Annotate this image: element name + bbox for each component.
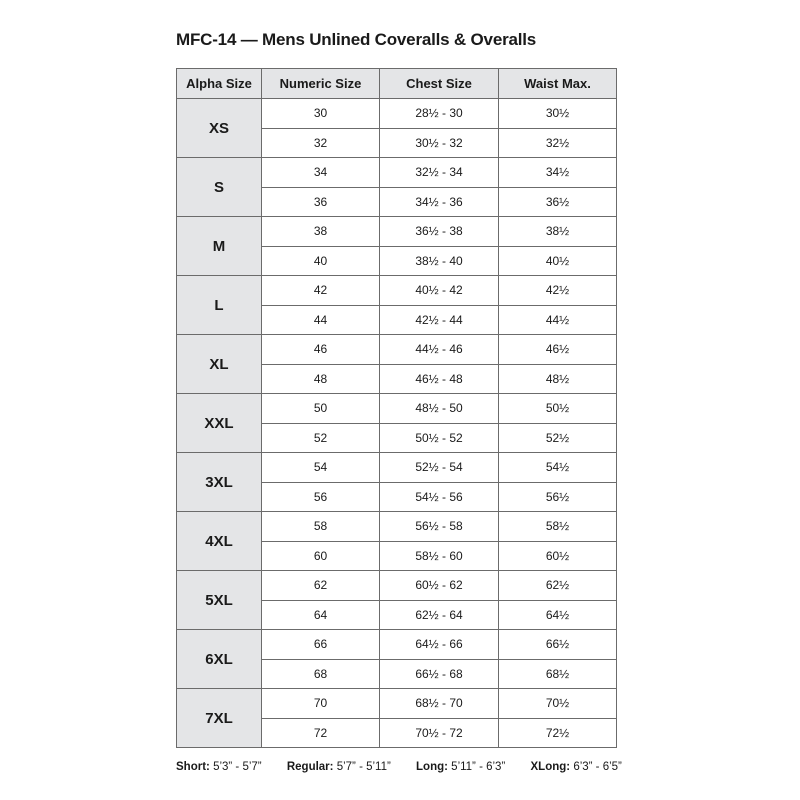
waist-max-cell: 58½: [499, 512, 617, 542]
waist-max-cell: 36½: [499, 187, 617, 217]
chest-size-cell: 36½ - 38: [380, 217, 499, 247]
waist-max-cell: 52½: [499, 423, 617, 453]
numeric-size-cell: 42: [262, 276, 380, 306]
table-row: [177, 512, 617, 542]
chest-size-cell: 30½ - 32: [380, 128, 499, 158]
alpha-size-cell: 7XL: [177, 689, 262, 748]
legend-long: Long: 5’11” - 6’3”: [416, 761, 506, 773]
chest-size-cell: 34½ - 36: [380, 187, 499, 217]
legend-xlong: XLong: 6’3” - 6’5”: [530, 761, 622, 773]
alpha-size-cell: 6XL: [177, 630, 262, 689]
table-row: [177, 158, 617, 188]
waist-max-cell: 68½: [499, 659, 617, 689]
waist-max-cell: 50½: [499, 394, 617, 424]
header-waist-max: Waist Max.: [499, 69, 617, 99]
numeric-size-cell: 64: [262, 600, 380, 630]
chest-size-cell: 70½ - 72: [380, 718, 499, 748]
size-chart-table: [176, 68, 617, 748]
numeric-size-cell: 50: [262, 394, 380, 424]
chest-size-cell: 52½ - 54: [380, 453, 499, 483]
alpha-size-cell: 5XL: [177, 571, 262, 630]
waist-max-cell: 60½: [499, 541, 617, 571]
table-body: [177, 99, 617, 748]
waist-max-cell: 48½: [499, 364, 617, 394]
numeric-size-cell: 38: [262, 217, 380, 247]
waist-max-cell: 32½: [499, 128, 617, 158]
numeric-size-cell: 60: [262, 541, 380, 571]
numeric-size-cell: 68: [262, 659, 380, 689]
chest-size-cell: 40½ - 42: [380, 276, 499, 306]
numeric-size-cell: 62: [262, 571, 380, 601]
header-alpha-size: Alpha Size: [177, 69, 262, 99]
numeric-size-cell: 54: [262, 453, 380, 483]
waist-max-cell: 62½: [499, 571, 617, 601]
chest-size-cell: 28½ - 30: [380, 99, 499, 129]
chest-size-cell: 42½ - 44: [380, 305, 499, 335]
table-row: [177, 217, 617, 247]
length-legend: [176, 761, 644, 773]
waist-max-cell: 70½: [499, 689, 617, 719]
numeric-size-cell: 44: [262, 305, 380, 335]
alpha-size-cell: XXL: [177, 394, 262, 453]
alpha-size-cell: XS: [177, 99, 262, 158]
legend-regular: Regular: 5’7” - 5’11”: [286, 761, 391, 773]
chest-size-cell: 56½ - 58: [380, 512, 499, 542]
chest-size-cell: 62½ - 64: [380, 600, 499, 630]
table-row: [177, 453, 617, 483]
waist-max-cell: 46½: [499, 335, 617, 365]
numeric-size-cell: 40: [262, 246, 380, 276]
alpha-size-cell: 4XL: [177, 512, 262, 571]
waist-max-cell: 40½: [499, 246, 617, 276]
waist-max-cell: 64½: [499, 600, 617, 630]
table-row: [177, 394, 617, 424]
numeric-size-cell: 66: [262, 630, 380, 660]
numeric-size-cell: 48: [262, 364, 380, 394]
header-chest-size: Chest Size: [380, 69, 499, 99]
waist-max-cell: 66½: [499, 630, 617, 660]
numeric-size-cell: 30: [262, 99, 380, 129]
waist-max-cell: 42½: [499, 276, 617, 306]
waist-max-cell: 34½: [499, 158, 617, 188]
waist-max-cell: 72½: [499, 718, 617, 748]
alpha-size-cell: M: [177, 217, 262, 276]
alpha-size-cell: XL: [177, 335, 262, 394]
numeric-size-cell: 58: [262, 512, 380, 542]
table-row: [177, 689, 617, 719]
table-row: [177, 99, 617, 129]
table-row: [177, 630, 617, 660]
numeric-size-cell: 56: [262, 482, 380, 512]
header-row: [177, 69, 617, 99]
header-numeric-size: Numeric Size: [262, 69, 380, 99]
chest-size-cell: 46½ - 48: [380, 364, 499, 394]
chest-size-cell: 50½ - 52: [380, 423, 499, 453]
numeric-size-cell: 32: [262, 128, 380, 158]
waist-max-cell: 56½: [499, 482, 617, 512]
chest-size-cell: 54½ - 56: [380, 482, 499, 512]
chest-size-cell: 66½ - 68: [380, 659, 499, 689]
waist-max-cell: 54½: [499, 453, 617, 483]
numeric-size-cell: 72: [262, 718, 380, 748]
chest-size-cell: 44½ - 46: [380, 335, 499, 365]
waist-max-cell: 38½: [499, 217, 617, 247]
legend-short: Short: 5’3” - 5’7”: [176, 761, 262, 773]
numeric-size-cell: 34: [262, 158, 380, 188]
numeric-size-cell: 70: [262, 689, 380, 719]
chest-size-cell: 60½ - 62: [380, 571, 499, 601]
numeric-size-cell: 52: [262, 423, 380, 453]
alpha-size-cell: S: [177, 158, 262, 217]
numeric-size-cell: 46: [262, 335, 380, 365]
chest-size-cell: 48½ - 50: [380, 394, 499, 424]
page-title: MFC-14 — Mens Unlined Coveralls & Overalls: [176, 30, 537, 49]
chest-size-cell: 32½ - 34: [380, 158, 499, 188]
alpha-size-cell: L: [177, 276, 262, 335]
chest-size-cell: 64½ - 66: [380, 630, 499, 660]
chest-size-cell: 68½ - 70: [380, 689, 499, 719]
waist-max-cell: 30½: [499, 99, 617, 129]
chest-size-cell: 38½ - 40: [380, 246, 499, 276]
chest-size-cell: 58½ - 60: [380, 541, 499, 571]
alpha-size-cell: 3XL: [177, 453, 262, 512]
table-row: [177, 571, 617, 601]
waist-max-cell: 44½: [499, 305, 617, 335]
table-row: [177, 276, 617, 306]
numeric-size-cell: 36: [262, 187, 380, 217]
table-row: [177, 335, 617, 365]
